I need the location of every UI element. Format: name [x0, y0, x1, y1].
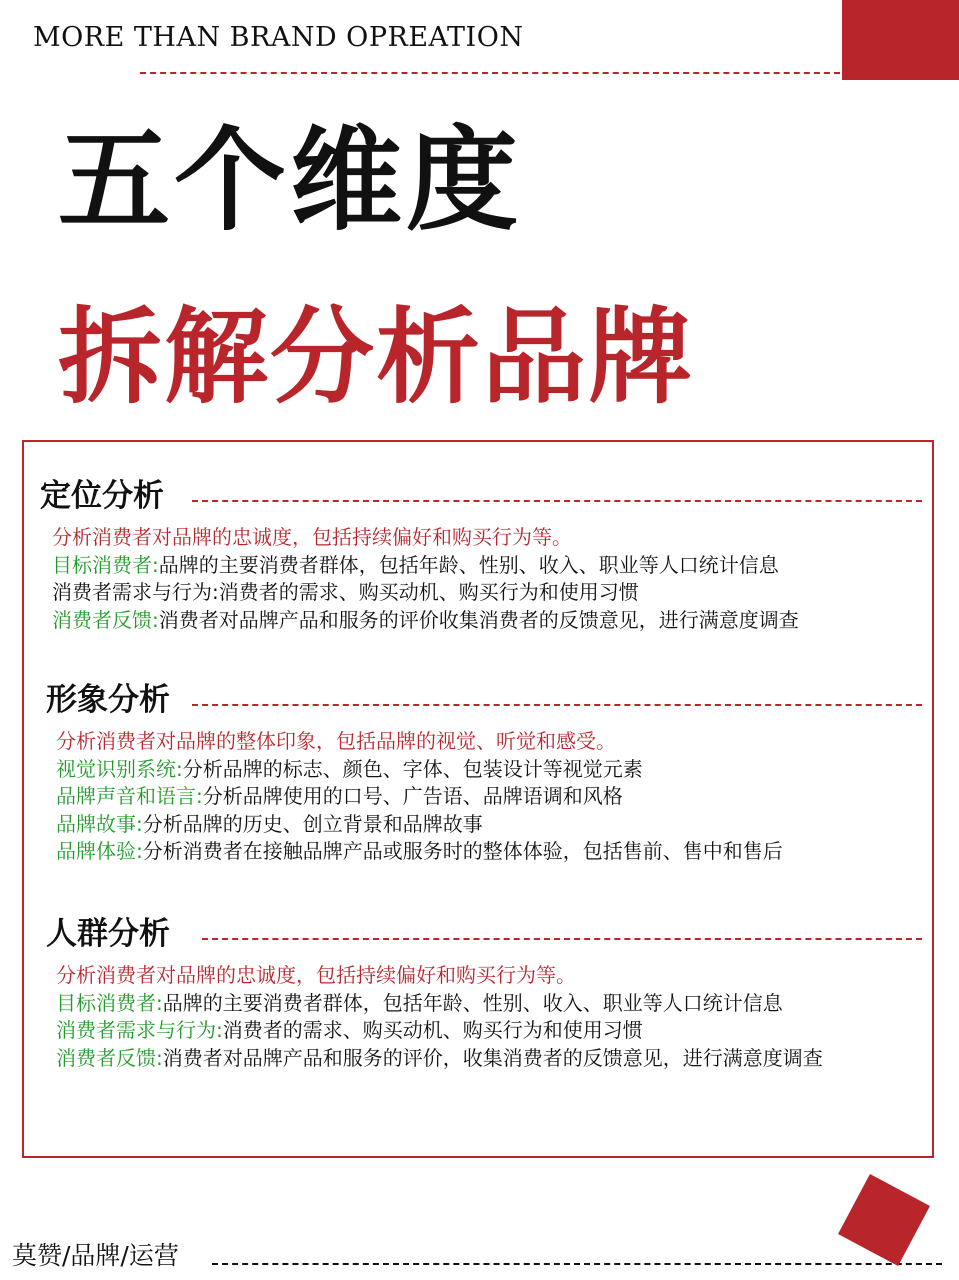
list-item — [56, 783, 932, 811]
item-key: 消费者需求与行为: — [56, 1018, 223, 1042]
page-title: 五个维度 — [58, 116, 522, 246]
header-divider — [140, 72, 840, 74]
list-item — [56, 1017, 932, 1045]
item-text: 消费者的需求、购买动机、购买行为和使用习惯 — [222, 1018, 643, 1042]
item-key: 目标消费者: — [56, 990, 163, 1015]
header-tagline: MORE THAN BRAND OPREATION — [33, 22, 524, 53]
list-item — [52, 552, 932, 580]
item-key: 视觉识别系统: — [56, 756, 183, 781]
item-text: 分析品牌使用的口号、广告语、品牌语调和风格 — [202, 784, 623, 808]
item-text: 品牌的主要消费者群体，包括年龄、性别、收入、职业等人口统计信息 — [162, 990, 783, 1015]
item-key: 消费者需求与行为: — [52, 580, 219, 604]
section-lead: 分析消费者对品牌的整体印象，包括品牌的视觉、听觉和感受。 — [56, 729, 616, 753]
item-key: 消费者反馈: — [56, 1045, 163, 1070]
list-item — [52, 607, 932, 635]
section-lead: 分析消费者对品牌的忠诚度，包括持续偏好和购买行为等。 — [56, 963, 576, 987]
section-divider — [192, 704, 922, 706]
section-image — [24, 674, 932, 866]
item-key: 品牌体验: — [56, 839, 143, 863]
content-card — [22, 440, 934, 1158]
list-item — [52, 579, 932, 607]
section-lead: 分析消费者对品牌的忠诚度，包括持续偏好和购买行为等。 — [52, 525, 572, 549]
list-item — [56, 838, 932, 866]
section-title: 人群分析 — [46, 916, 170, 952]
diamond-decoration — [838, 1174, 930, 1266]
item-key: 消费者反馈: — [52, 607, 159, 632]
item-text: 消费者对品牌产品和服务的评价收集消费者的反馈意见，进行满意度调查 — [158, 607, 799, 632]
list-item — [56, 990, 932, 1018]
list-item — [56, 1045, 906, 1073]
footer-signature: 莫赞/品牌/运营 — [12, 1241, 179, 1270]
item-text: 消费者对品牌产品和服务的评价，收集消费者的反馈意见，进行满意度调查 — [162, 1045, 823, 1070]
page-subtitle: 拆解分析品牌 — [58, 296, 695, 418]
corner-decoration — [842, 0, 959, 80]
item-text: 分析消费者在接触品牌产品或服务时的整体体验，包括售前、售中和售后 — [142, 839, 783, 863]
item-text: 分析品牌的标志、颜色、字体、包装设计等视觉元素 — [182, 756, 643, 781]
item-text: 品牌的主要消费者群体，包括年龄、性别、收入、职业等人口统计信息 — [158, 552, 779, 577]
section-divider — [192, 500, 922, 502]
section-title: 定位分析 — [40, 478, 164, 514]
item-text: 消费者的需求、购买动机、购买行为和使用习惯 — [218, 580, 639, 604]
section-audience — [24, 908, 932, 1072]
footer-divider — [212, 1263, 942, 1265]
section-title: 形象分析 — [46, 682, 170, 718]
list-item — [56, 756, 932, 784]
section-divider — [202, 938, 922, 940]
item-key: 品牌故事: — [56, 811, 143, 836]
list-item — [56, 811, 932, 839]
item-key: 品牌声音和语言: — [56, 784, 203, 808]
item-key: 目标消费者: — [52, 552, 159, 577]
section-positioning — [24, 470, 932, 634]
item-text: 分析品牌的历史、创立背景和品牌故事 — [142, 811, 483, 836]
